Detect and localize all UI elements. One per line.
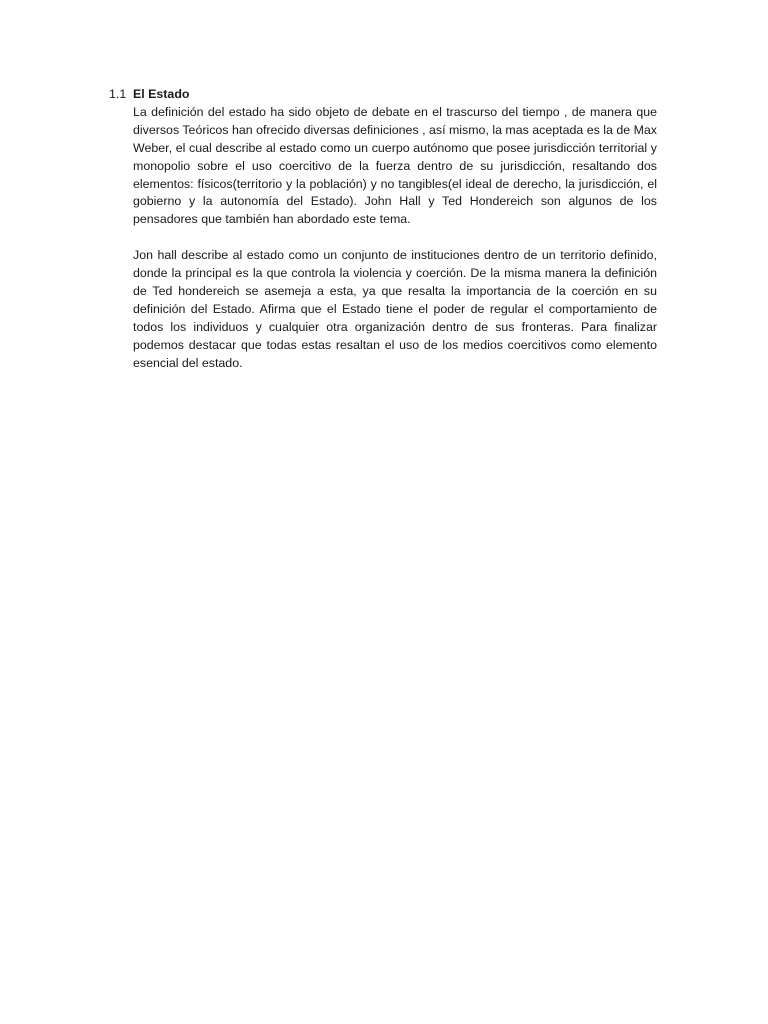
- section-heading: [109, 86, 657, 104]
- paragraph-2: Jon hall describe al estado como un conjunto de instituciones dentro de un territorio definido, donde la principal es la que controla la violencia y coerción. De la misma manera la definición de Ted hondereich se asemeja a esta, ya que resalta la importancia de la coerción en su definición del Estado. Afirma que el Estado tiene el poder de regular el comportamiento de todos los individuos y cualquier otra organización dentro de sus fronteras. Para finalizar podemos destacar que todas estas resaltan el uso de los medios coercitivos como elemento esencial del estado.: [133, 248, 657, 370]
- section-number: 1.1: [109, 87, 127, 101]
- section-1-1: [109, 86, 657, 372]
- section-title: El Estado: [133, 87, 190, 101]
- paragraph-1: La definición del estado ha sido objeto de debate en el trascurso del tiempo , de manera que diversos Teóricos han ofrecido diversas definiciones , así mismo, la mas aceptada es la de Max Weber, el cual describe al estado como un cuerpo autónomo que posee jurisdicción territorial y monopolio sobre el uso coercitivo de la fuerza dentro de su jurisdicción, resaltando dos elementos: físicos(territorio y la población) y no tangibles(el ideal de derecho, la jurisdicción, el gobierno y la autonomía del Estado). John Hall y Ted Hondereich son algunos de los pensadores que también han abordado este tema.: [133, 104, 657, 227]
- section-body: [133, 104, 657, 373]
